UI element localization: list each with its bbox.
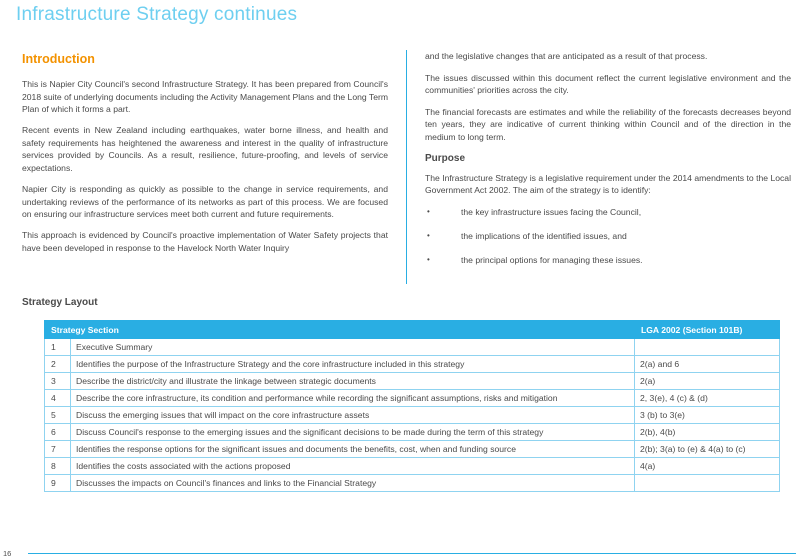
row-section: Identifies the costs associated with the actions proposed bbox=[71, 458, 635, 475]
row-section: Discusses the impacts on Council's finances and links to the Financial Strategy bbox=[71, 475, 635, 492]
row-number: 3 bbox=[45, 373, 71, 390]
table-row bbox=[45, 390, 780, 407]
table-row bbox=[45, 356, 780, 373]
list-item bbox=[425, 206, 791, 218]
column-header-lga: LGA 2002 (Section 101B) bbox=[635, 321, 780, 339]
intro-paragraph: This approach is evidenced by Council's proactive implementation of Water Safety projects that have been developed in response to the Havelock North Water Inquiry bbox=[22, 230, 388, 254]
bullet-text: the key infrastructure issues facing the Council, bbox=[461, 206, 642, 217]
bullet-icon: • bbox=[427, 254, 430, 264]
intro-paragraph: Recent events in New Zealand including earthquakes, water borne illness, and health and safety requirements has heightened the awareness and interest in the quality of infrastructure services provided by Councils. As a result, resilience, future-proofing, and levels of service expectations. bbox=[22, 125, 388, 174]
row-section: Describe the core infrastructure, its condition and performance while recording the significant assumptions, risks and mitigation bbox=[71, 390, 635, 407]
left-column bbox=[22, 52, 388, 263]
column-header-section: Strategy Section bbox=[45, 321, 635, 339]
intro-paragraph: The financial forecasts are estimates and while the reliability of the forecasts decreases beyond ten years, they are indicative of current thinking within Council and of the direction in the medium to long term. bbox=[425, 106, 791, 142]
table-header-row bbox=[45, 321, 780, 339]
row-lga: 3 (b) to 3(e) bbox=[635, 407, 780, 424]
row-section: Executive Summary bbox=[71, 339, 635, 356]
footer-rule bbox=[28, 553, 796, 554]
strategy-layout-heading: Strategy Layout bbox=[22, 297, 98, 308]
table-row bbox=[45, 407, 780, 424]
intro-paragraph: The issues discussed within this document reflect the current legislative environment and the communities' priorities across the city. bbox=[425, 72, 791, 96]
row-lga bbox=[635, 475, 780, 492]
row-section: Discuss the emerging issues that will impact on the core infrastructure assets bbox=[71, 407, 635, 424]
row-lga: 2, 3(e), 4 (c) & (d) bbox=[635, 390, 780, 407]
row-number: 8 bbox=[45, 458, 71, 475]
intro-paragraph: This is Napier City Council's second Infrastructure Strategy. It has been prepared from Council's 2018 suite of underlying documents including the Activity Management Plans and the Long Term Plan of which it forms a part. bbox=[22, 79, 388, 115]
table-row bbox=[45, 475, 780, 492]
row-lga: 2(a) bbox=[635, 373, 780, 390]
list-item bbox=[425, 230, 791, 242]
right-column bbox=[425, 50, 791, 278]
list-item bbox=[425, 254, 791, 266]
row-number: 6 bbox=[45, 424, 71, 441]
row-number: 5 bbox=[45, 407, 71, 424]
intro-paragraph: and the legislative changes that are anticipated as a result of that process. bbox=[425, 51, 708, 61]
row-lga: 2(b); 3(a) to (e) & 4(a) to (c) bbox=[635, 441, 780, 458]
bullet-text: the principal options for managing these issues. bbox=[461, 254, 643, 265]
row-section: Discuss Council's response to the emerging issues and the significant decisions to be made during the term of this strategy bbox=[71, 424, 635, 441]
row-lga: 4(a) bbox=[635, 458, 780, 475]
bullet-icon: • bbox=[427, 206, 430, 216]
column-divider bbox=[406, 50, 407, 284]
row-lga: 2(b), 4(b) bbox=[635, 424, 780, 441]
row-section: Describe the district/city and illustrate the linkage between strategic documents bbox=[71, 373, 635, 390]
table-row bbox=[45, 458, 780, 475]
strategy-layout-table bbox=[44, 320, 780, 492]
page-number: 16 bbox=[3, 549, 12, 558]
bullet-text: the implications of the identified issues, and bbox=[461, 230, 627, 241]
table-row bbox=[45, 424, 780, 441]
bullet-icon: • bbox=[427, 230, 430, 240]
purpose-paragraph: The Infrastructure Strategy is a legislative requirement under the 2014 amendments to the Local Government Act 2002. The aim of the strategy is to identify: bbox=[425, 172, 791, 196]
row-number: 1 bbox=[45, 339, 71, 356]
intro-paragraph: Napier City is responding as quickly as possible to the change in service requirements, and undertaking reviews of the performance of its networks as part of this process. We are focused on ensuring our infrastructure services meet both current and future requirements. bbox=[22, 184, 388, 220]
purpose-bullet-list bbox=[425, 206, 791, 266]
row-lga: 2(a) and 6 bbox=[635, 356, 780, 373]
introduction-heading: Introduction bbox=[22, 52, 95, 66]
row-number: 2 bbox=[45, 356, 71, 373]
row-number: 4 bbox=[45, 390, 71, 407]
row-number: 7 bbox=[45, 441, 71, 458]
row-section: Identifies the response options for the significant issues and documents the benefits, cost, when and funding source bbox=[71, 441, 635, 458]
row-section: Identifies the purpose of the Infrastructure Strategy and the core infrastructure included in this strategy bbox=[71, 356, 635, 373]
purpose-heading: Purpose bbox=[425, 152, 466, 164]
page-title: Infrastructure Strategy continues bbox=[16, 4, 298, 25]
row-lga bbox=[635, 339, 780, 356]
table-row bbox=[45, 441, 780, 458]
table-row bbox=[45, 373, 780, 390]
row-number: 9 bbox=[45, 475, 71, 492]
table-row bbox=[45, 339, 780, 356]
